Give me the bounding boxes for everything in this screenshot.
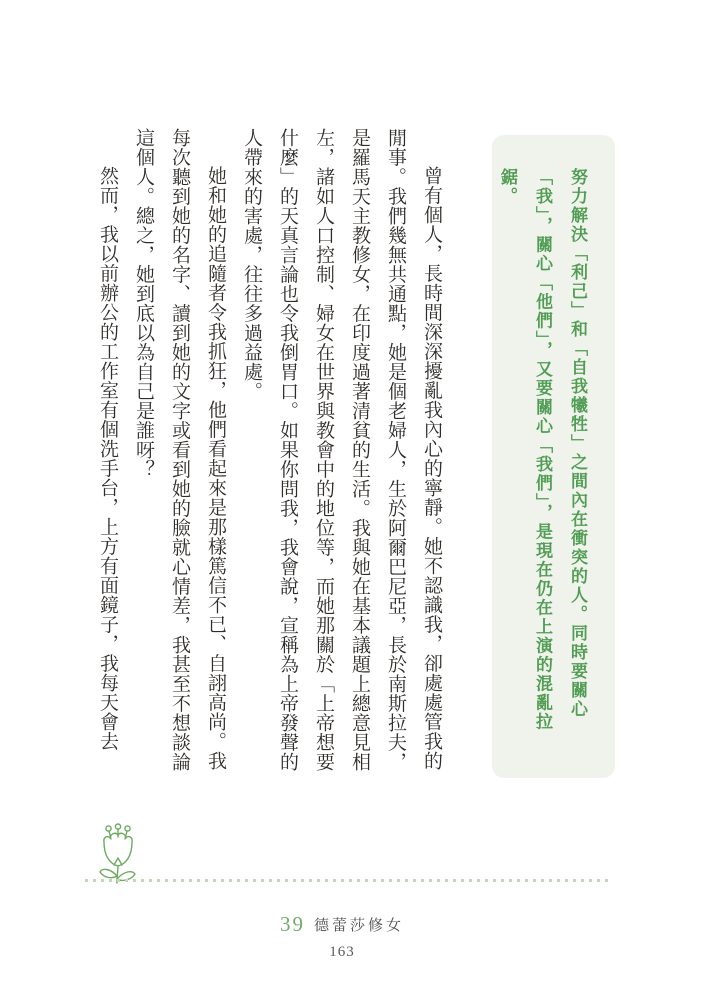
page-number: 163: [329, 944, 355, 960]
paragraph: 她和她的追隨者令我抓狂，他們看起來是那樣篤信不已、自詡高尚。我每次聽到她的名字、讀到她的文字或看到她的臉就心情差，我甚至不想談論這個人。總之，她到底以為自己是誰呀？: [133, 128, 226, 772]
margin-note-box: [492, 135, 615, 778]
dashed-divider: [85, 879, 612, 882]
chapter-number: 39: [279, 912, 305, 936]
page-footer: [0, 912, 684, 961]
margin-note-text: 努力解決「利己」和「自我犧牲」之間內在衝突的人。同時要關心「我」，關心「他們」，又要關心「我們」，是現在仍在上演的混亂拉鋸。: [498, 168, 587, 732]
flower-icon: [94, 822, 142, 884]
main-text-block: [79, 128, 449, 776]
paragraph: 然而，我以前辦公的工作室有個洗手台，上方有面鏡子，我每天會去: [97, 166, 118, 751]
chapter-line: [0, 912, 684, 937]
paragraph: 曾有個人，長時間深深擾亂我內心的寧靜。她不認識我，卻處處管我的閒事。我們幾無共通點，她是個老婦人，生於阿爾巴尼亞，長於南斯拉夫，是羅馬天主教修女，在印度過著清貧的生活。我與她在基本議題上總意見相左，諸如人口控制、婦女在世界與教會中的地位等，而她那關於「上帝想要什麼」的天真言論也令我倒胃口。如果你問我，我會說，宣稱為上帝發聲的人帶來的害處，往往多過益處。: [241, 128, 442, 772]
chapter-title: 德蕾莎修女: [313, 918, 404, 934]
